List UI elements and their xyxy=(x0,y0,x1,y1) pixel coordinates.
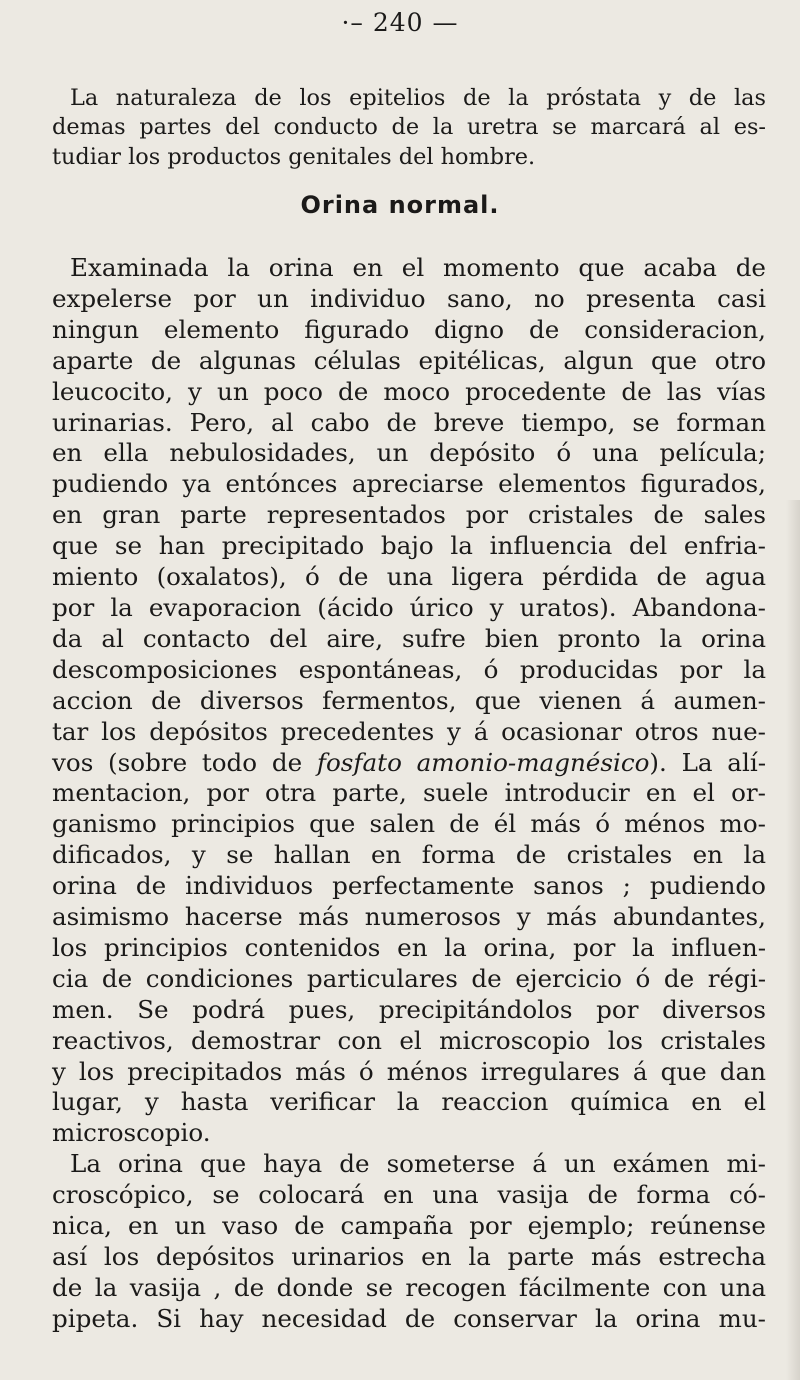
text-line: de la vasija , de donde se recogen fácilmente con una xyxy=(52,1272,766,1302)
text-line: La orina que haya de someterse á un exámen mi- xyxy=(70,1149,766,1179)
text-segment: vos (sobre todo de xyxy=(52,747,317,777)
text-line: expelerse por un individuo sano, no presenta casi xyxy=(52,283,766,313)
text-line: leucocito, y un poco de moco procedente de las vías xyxy=(52,376,766,406)
text-line: aparte de algunas células epitélicas, algun que otro xyxy=(52,345,766,375)
text-line: dificados, y se hallan en forma de cristales en la xyxy=(52,840,766,870)
text-line: por la evaporacion (ácido úrico y uratos). Abandona- xyxy=(52,592,766,622)
intro-text xyxy=(52,84,766,172)
text-line: en gran parte representados por cristales de sales xyxy=(52,500,766,530)
text-line: reactivos, demostrar con el microscopio los cristales xyxy=(52,1025,766,1055)
text-line: microscopio. xyxy=(52,1118,211,1148)
text-line: los principios contenidos en la orina, por la influen- xyxy=(52,932,766,962)
page-edge-shadow xyxy=(786,500,800,1380)
text-line: ningun elemento figurado digno de consideracion, xyxy=(52,314,766,344)
text-line: en ella nebulosidades, un depósito ó una película; xyxy=(52,438,766,468)
text-line: asimismo hacerse más numerosos y más abundantes, xyxy=(52,902,766,932)
text-line: urinarias. Pero, al cabo de breve tiempo, se forman xyxy=(52,407,766,437)
text-line: cia de condiciones particulares de ejercicio ó de régi- xyxy=(52,963,766,993)
text-line: lugar, y hasta verificar la reaccion química en el xyxy=(52,1087,766,1117)
text-line: accion de diversos fermentos, que vienen á aumen- xyxy=(52,685,766,715)
text-line: pipeta. Si hay necesidad de conservar la orina mu- xyxy=(52,1303,766,1333)
text-line: pudiendo ya entónces apreciarse elementos figurados, xyxy=(52,469,766,499)
text-line: tudiar los productos genitales del hombre. xyxy=(52,143,536,170)
main-text xyxy=(52,253,766,1335)
paragraph-1 xyxy=(52,253,766,1149)
text-line: orina de individuos perfectamente sanos ; pudiendo xyxy=(52,871,766,901)
text-line: descomposiciones espontáneas, ó producidas por la xyxy=(52,654,766,684)
text-line: que se han precipitado bajo la influencia del enfria- xyxy=(52,531,766,561)
text-line: mentacion, por otra parte, suele introducir en el or- xyxy=(52,778,766,808)
italic-term: fosfato amonio-magnésico xyxy=(316,747,650,777)
paragraph-2 xyxy=(52,1149,766,1334)
section-heading: Orina normal. xyxy=(300,191,500,219)
text-line: men. Se podrá pues, precipitándolos por diversos xyxy=(52,994,766,1024)
text-line: y los precipitados más ó ménos irregulares á que dan xyxy=(52,1056,766,1086)
text-line: Examinada la orina en el momento que acaba de xyxy=(70,253,766,282)
text-line: tar los depósitos precedentes y á ocasionar otros nue- xyxy=(52,716,766,746)
text-line: así los depósitos urinarios en la parte más estrecha xyxy=(52,1242,766,1271)
text-line: croscópico, se colocará en una vasija de forma có- xyxy=(52,1180,766,1210)
text-line: ganismo principios que salen de él más ó ménos mo- xyxy=(52,809,766,839)
page-number: ·– 240 — xyxy=(341,8,459,37)
intro-paragraph xyxy=(52,84,766,172)
text-line: demas partes del conducto de la uretra se marcará al es- xyxy=(52,114,766,141)
text-line: miento (oxalatos), ó de una ligera pérdida de agua xyxy=(52,562,766,592)
text-segment: ). La alí- xyxy=(649,747,767,777)
text-line-with-italic xyxy=(52,748,766,779)
text-line: da al contacto del aire, sufre bien pronto la orina xyxy=(52,623,766,653)
text-line: nica, en un vaso de campaña por ejemplo; reúnense xyxy=(52,1211,766,1241)
text-line: La naturaleza de los epitelios de la próstata y de las xyxy=(70,85,766,111)
